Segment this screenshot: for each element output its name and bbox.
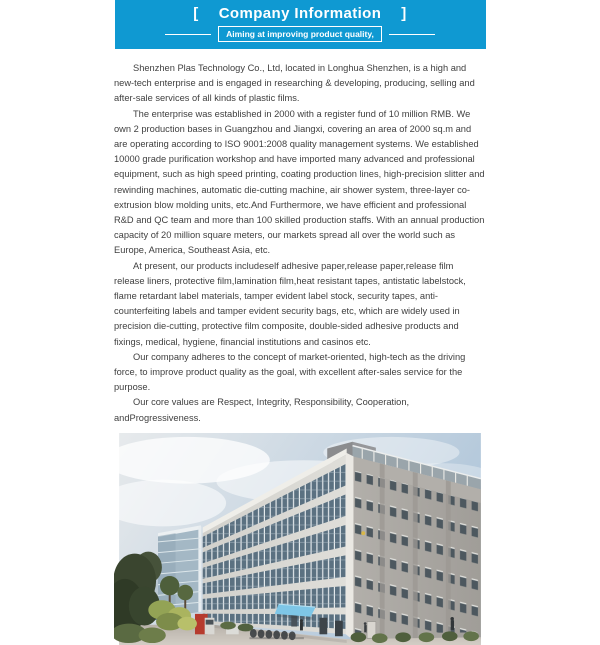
factory-photo-graphic [114, 433, 486, 645]
company-paragraph-enterprise: The enterprise was established in 2000 with a register fund of 10 million RMB. We own 2 production bases in Guangzhou and Jiangxi, covering an area of 2000 sq.m and are operating according to ISO 9001:2008 quality management systems. We established 10000 grade purification workshop and have imported many advanced and professional equipment, such as high speed printing, coating production lines, high-precision slitter and rewinding machines, automatic die-cutting machine, air shower system, three-layer co-extrusion blow molding units, etc.And Furthermore, we have efficient and professional R&D and QC team and more than 100 skilled production staffs. With an annual production capacity of 20 million square meters, our markets spread all over the world such as Europe, America, Southeast Asia, etc. [114, 108, 485, 256]
banner-tagline-row [115, 26, 486, 42]
company-info-banner [115, 0, 486, 49]
company-description [114, 61, 486, 426]
entrance-door [335, 621, 343, 637]
bracket-left-decoration: [ [193, 5, 199, 22]
company-paragraph-values: Our core values are Respect, Integrity, Responsibility, Cooperation, andProgressiveness. [114, 397, 410, 423]
company-paragraph-products: At present, our products includeself adhesive paper,release paper,release film release liners, protective film,lamination film,heat resistant tapes, antistatic labelstock, flame retardant label materials, tamper evident label stock, security tapes, anti-counterfeiting labels and tamper evident security bags, etc, which are widely used in precision die-cutting, protective film composite, double-sided adhesive products and fixings, medical, hygiene, financial institutions and casinos etc. [114, 260, 466, 347]
banner-title [115, 5, 486, 23]
company-paragraph-intro: Shenzhen Plas Technology Co., Ltd, located in Longhua Shenzhen, is a high and new-tech enterprise and is engaged in researching & developing, producing, selling and after-sale services of all kinds of plastic films. [114, 63, 475, 104]
banner-title-text: Company Information [218, 5, 382, 22]
corner-pillar [346, 452, 354, 640]
tagline-right-line [389, 34, 435, 35]
entrance-door [319, 618, 327, 635]
company-paragraph-concept: Our company adheres to the concept of market-oriented, high-tech as the driving force, to improve product quality as the goal, with excellent after-sales service for the purpose. [114, 351, 466, 393]
tagline-left-line [165, 34, 211, 35]
banner-tagline: Aiming at improving product quality, [218, 26, 382, 42]
wall-lamp [361, 531, 365, 535]
factory-photo [114, 433, 486, 645]
bracket-right-decoration: ] [401, 5, 407, 22]
